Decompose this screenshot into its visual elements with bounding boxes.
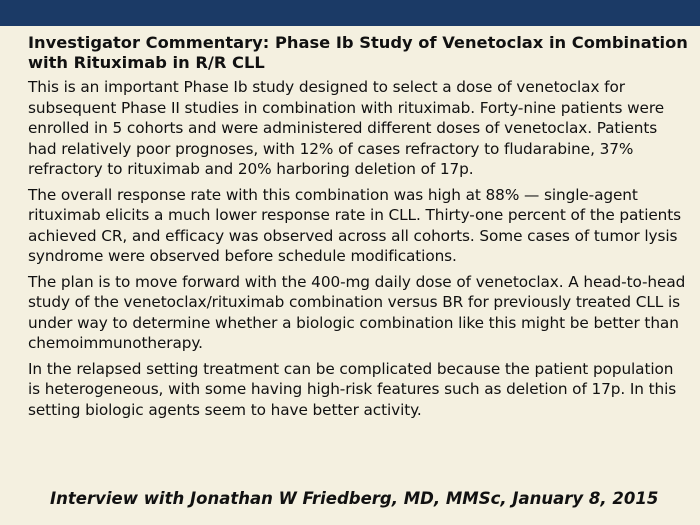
paragraph-next-steps: The plan is to move forward with the 400-mg daily dose of venetoclax. A head-to-head study of the venetoclax/rituximab combination versus BR for previously treated CLL is under way to determine whether a biologic combination like this might be better than chemoimmunotherapy.	[28, 272, 686, 352]
slide-title: Investigator Commentary: Phase Ib Study of Venetoclax in Combination with Rituximab in R/R CLL	[28, 33, 688, 72]
header-bar	[0, 0, 700, 26]
paragraph-relapsed-setting: In the relapsed setting treatment can be complicated because the patient population is heterogeneous, with some having high-risk features such as deletion of 17p. In this setting biologic agents seem to have better activity.	[28, 359, 677, 419]
commentary-body	[28, 33, 688, 425]
paragraph-response-rate: The overall response rate with this combination was high at 88% — single-agent rituximab elicits a much lower response rate in CLL. Thirty-one percent of the patients achieved CR, and efficacy was observed across all cohorts. Some cases of tumor lysis syndrome were observed before schedule modifications.	[28, 185, 682, 265]
interview-citation: Interview with Jonathan W Friedberg, MD, MMSc, January 8, 2015	[50, 489, 659, 508]
paragraph-study-design: This is an important Phase Ib study designed to select a dose of venetoclax for subsequent Phase II studies in combination with rituximab. Forty-nine patients were enrolled in 5 cohorts and were administered different doses of venetoclax. Patients had relatively poor prognoses, with 12% of cases refractory to fludarabine, 37% refractory to rituximab and 20% harboring deletion of 17p.	[28, 78, 665, 178]
